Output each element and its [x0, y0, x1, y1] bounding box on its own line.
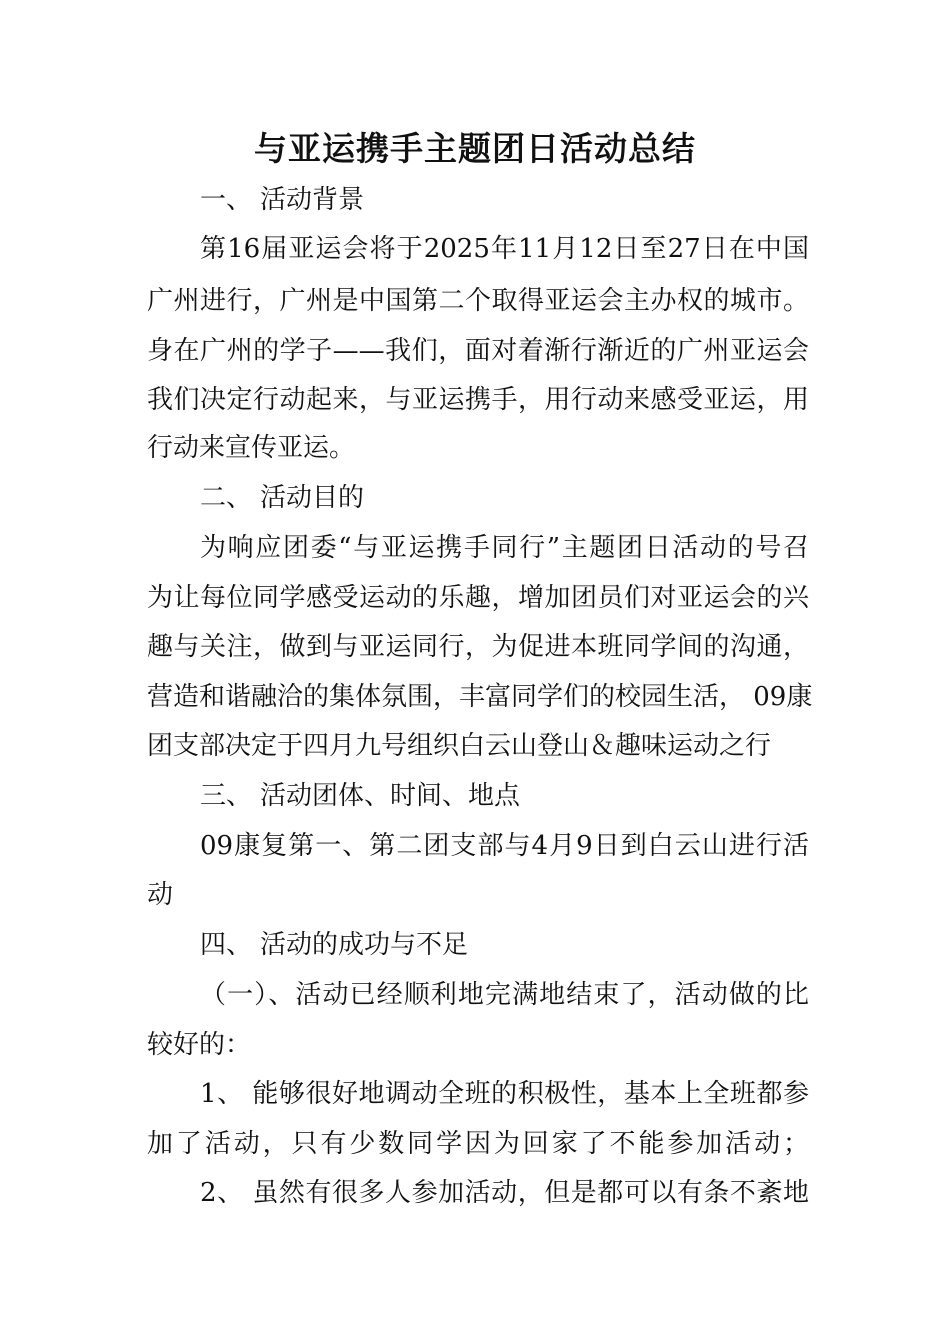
paragraph-line: 身在广州的学子——我们，面对着渐行渐近的广州亚运会: [147, 336, 809, 366]
paragraph-line: 趣与关注，做到与亚运同行，为促进本班同学间的沟通，: [147, 632, 809, 662]
paragraph-line: 团支部决定于四月九号组织白云山登山＆趣味运动之行: [147, 731, 772, 761]
section-heading-success-shortcomings: [200, 928, 809, 962]
section-heading-purpose: [200, 481, 809, 515]
paragraph-line: 为让每位同学感受运动的乐趣，增加团员们对亚运会的兴: [147, 583, 809, 613]
list-item-line: 加了活动，只有少数同学因为回家了不能参加活动；: [147, 1129, 809, 1159]
section-number: 二、: [200, 483, 253, 513]
paragraph-line: 较好的：: [147, 1030, 252, 1060]
paragraph-line: 我们决定行动起来，与亚运携手，用行动来感受亚运，用: [147, 385, 809, 415]
section-title: 活动团体、时间、地点: [260, 781, 521, 811]
section-heading-group-time-place: [200, 779, 809, 813]
list-item-line: 2、 虽然有很多人参加活动，但是都可以有条不紊地: [200, 1178, 809, 1208]
section-number: 四、: [200, 930, 253, 960]
paragraph-line: 广州进行，广州是中国第二个取得亚运会主办权的城市。: [147, 286, 809, 316]
section-title: 活动的成功与不足: [260, 930, 469, 960]
section-heading-background: [200, 183, 809, 217]
document-title: 与亚运携手主题团日活动总结: [254, 129, 696, 168]
section-title: 活动目的: [260, 483, 365, 513]
paragraph-line: 行动来宣传亚运。: [147, 433, 356, 463]
paragraph-line: 第16届亚运会将于2025年11月12日至27日在中国: [200, 234, 809, 264]
section-title: 活动背景: [260, 185, 365, 215]
paragraph-line: （一）、活动已经顺利地完满地结束了，活动做的比: [200, 980, 809, 1010]
paragraph-line: 为响应团委“与亚运携手同行”主题团日活动的号召: [200, 533, 809, 563]
section-number: 一、: [200, 185, 253, 215]
section-number: 三、: [200, 781, 253, 811]
paragraph-line: 动: [147, 880, 174, 910]
list-item-line: 1、 能够很好地调动全班的积极性，基本上全班都参: [200, 1079, 809, 1109]
paragraph-line: 营造和谐融洽的集体氛围，丰富同学们的校园生活， 09康: [147, 682, 813, 712]
paragraph-line: 09康复第一、第二团支部与4月9日到白云山进行活: [200, 831, 809, 861]
